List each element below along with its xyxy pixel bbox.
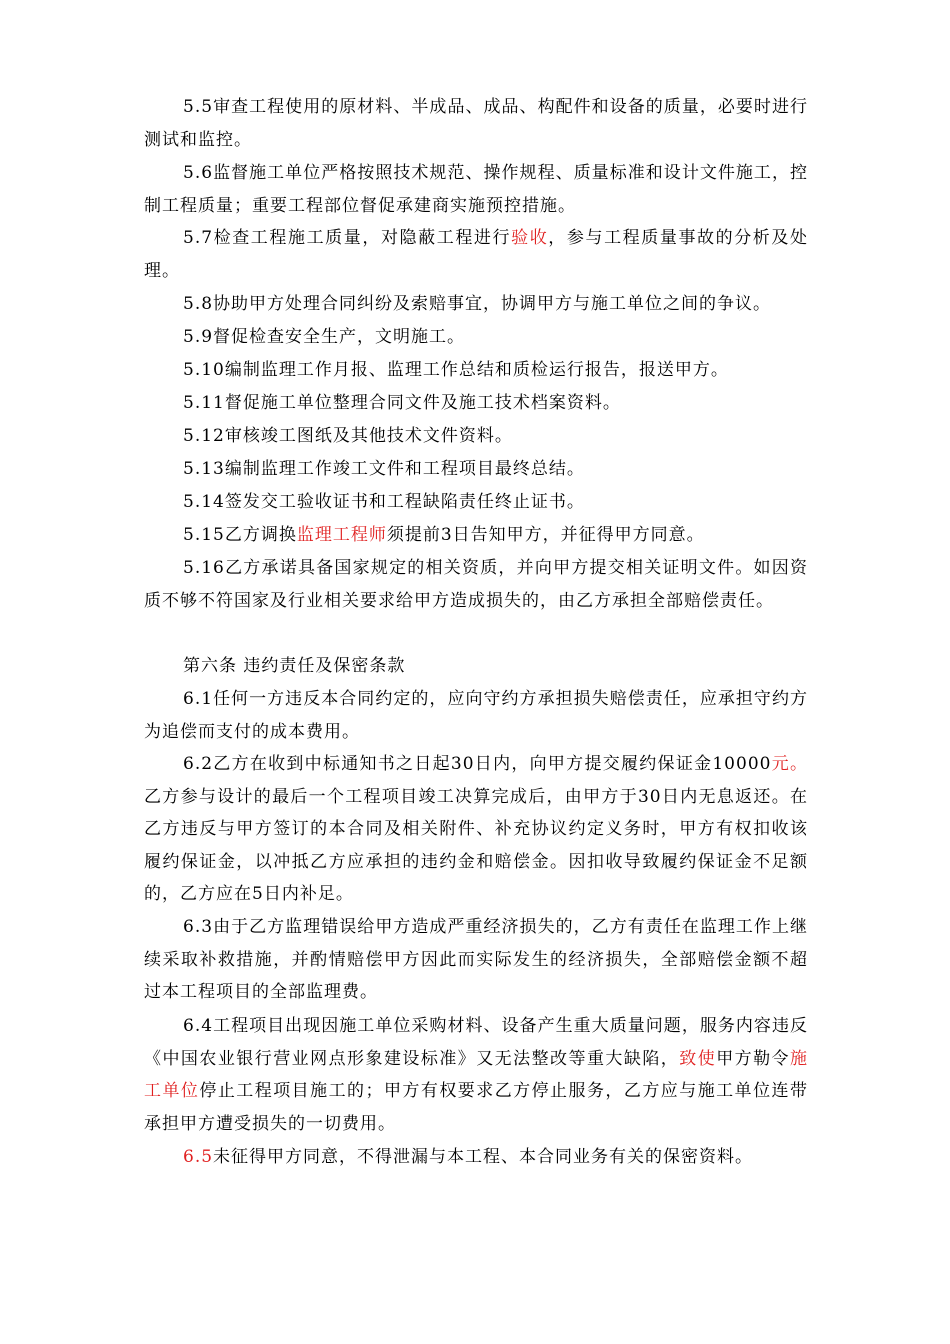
paragraph-text: 5.9督促检查安全生产，文明施工。 (183, 327, 466, 347)
paragraph-5-5 (144, 91, 808, 156)
paragraph-text: 5.10编制监理工作月报、监理工作总结和质检运行报告，报送甲方。 (183, 360, 729, 380)
highlighted-text: 监理工程师 (296, 525, 387, 545)
paragraph-text: 5.14签发交工验收证书和工程缺陷责任终止证书。 (183, 492, 585, 512)
paragraph-text: 乙方参与设计的最后一个工程项目竣工决算完成后，由甲方于30日内无息返还。在乙方违反与甲方签订的本合同及相关附件、补充协议约定义务时，甲方有权扣收该履约保证金，以冲抵乙方应承担的违约金和赔偿金。因扣收导致履约保证金不足额的，乙方应在5日内补足。 (144, 786, 808, 904)
paragraph-text: 停止工程项目施工的；甲方有权要求乙方停止服务，乙方应与施工单位连带承担甲方遭受损失的一切费用。 (144, 1081, 809, 1134)
paragraph-text: 未征得甲方同意，不得泄漏与本工程、本合同业务有关的保密资料。 (213, 1147, 754, 1167)
paragraph-text: 甲方勒令 (716, 1048, 791, 1069)
paragraph-5-7 (144, 222, 808, 287)
paragraph-5-13 (144, 453, 808, 486)
paragraph-5-12 (144, 420, 808, 453)
highlighted-text: 元。 (771, 754, 809, 774)
paragraph-6-4 (144, 1010, 808, 1140)
paragraph-6-1 (144, 683, 808, 748)
paragraph-5-15 (144, 519, 808, 552)
paragraph-5-8 (144, 288, 808, 321)
paragraph-text: 6.2乙方在收到中标通知书之日起30日内，向甲方提交履约保证金10000 (183, 754, 772, 774)
paragraph-5-10 (144, 354, 808, 387)
highlighted-text: 致使 (679, 1048, 717, 1069)
paragraph-5-14 (144, 486, 808, 519)
article-6-heading (144, 650, 808, 683)
paragraph-text: 5.11督促施工单位整理合同文件及施工技术档案资料。 (183, 393, 621, 413)
paragraph-text: 6.3由于乙方监理错误给甲方造成严重经济损失的，乙方有责任在监理工作上继续采取补救措施，并酌情赔偿甲方因此而实际发生的经济损失，全部赔偿金额不超过本工程项目的全部监理费。 (144, 917, 808, 1002)
paragraph-6-5 (144, 1141, 808, 1174)
paragraph-text: 5.15乙方调换 (183, 525, 297, 545)
paragraph-text: 5.16乙方承诺具备国家规定的相关资质，并向甲方提交相关证明文件。如因资质不够不符国家及行业相关要求给甲方造成损失的，由乙方承担全部赔偿责任。 (144, 558, 808, 611)
paragraph-text: 5.12审核竣工图纸及其他技术文件资料。 (183, 426, 513, 446)
paragraph-5-6 (144, 157, 808, 222)
highlighted-text: 验收 (511, 228, 549, 248)
paragraph-5-16 (144, 552, 808, 617)
paragraph-text: 5.13编制监理工作竣工文件和工程项目最终总结。 (183, 459, 585, 479)
paragraph-5-11 (144, 387, 808, 420)
highlighted-text: 施工单位 (144, 1048, 809, 1101)
paragraph-text: 6.1任何一方违反本合同约定的，应向守约方承担损失赔偿责任，应承担守约方为追偿而支付的成本费用。 (144, 689, 808, 742)
paragraph-text: 5.8协助甲方处理合同纠纷及索赔事宜，协调甲方与施工单位之间的争议。 (183, 294, 772, 314)
paragraph-text: 5.7检查工程施工质量，对隐蔽工程进行 (183, 228, 512, 248)
paragraph-6-2 (144, 748, 808, 911)
paragraph-text: ，参与工程质量事故的分析及处理。 (144, 228, 808, 281)
highlighted-text: 6.5 (183, 1147, 214, 1167)
paragraph-text: 5.6监督施工单位严格按照技术规范、操作规程、质量标准和设计文件施工，控制工程质量；重要工程部位督促承建商实施预控措施。 (144, 163, 808, 216)
paragraph-text: 6.4工程项目出现因施工单位采购材料、设备产生重大质量问题，服务内容违反《中国农业银行营业网点形象建设标准》又无法整改等重大缺陷， (144, 1016, 808, 1069)
paragraph-6-3 (144, 911, 808, 1009)
paragraph-text: 5.5审查工程使用的原材料、半成品、成品、构配件和设备的质量，必要时进行测试和监控。 (144, 97, 808, 150)
paragraph-text: 第六条 违约责任及保密条款 (183, 656, 406, 676)
paragraph-5-9 (144, 321, 808, 354)
paragraph-text: 须提前3日告知甲方，并征得甲方同意。 (386, 525, 705, 545)
